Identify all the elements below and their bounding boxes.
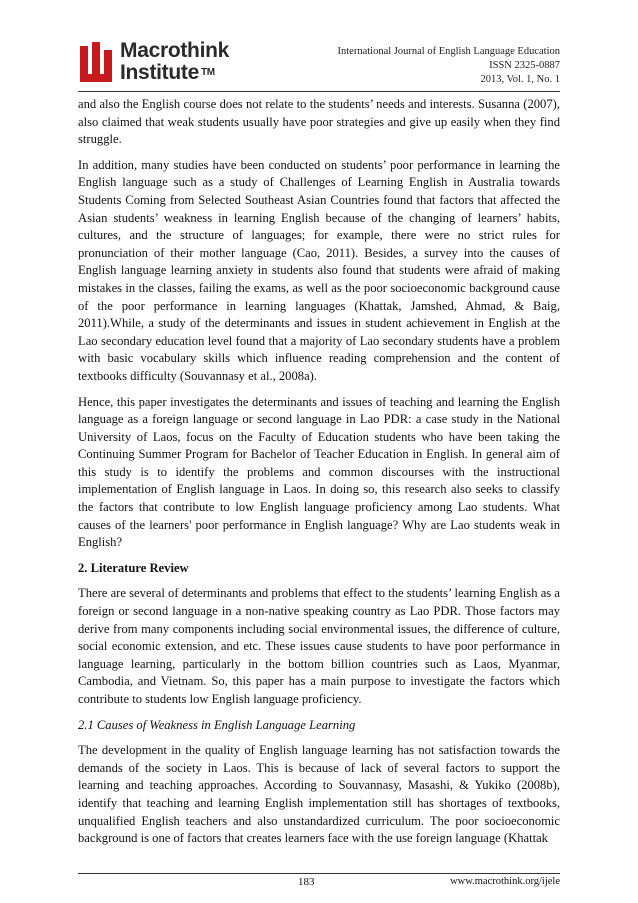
journal-issue: 2013, Vol. 1, No. 1: [480, 74, 560, 85]
logo-tm: TM: [200, 67, 215, 78]
article-body: [78, 96, 560, 856]
page-number: 183: [298, 876, 315, 888]
logo-line1: Macrothink: [120, 39, 230, 62]
section-heading-literature-review: 2. Literature Review: [78, 560, 189, 575]
journal-info: [338, 45, 560, 87]
paragraph-2: In addition, many studies have been conducted on students’ poor performance in learning the English language such as a study of Challenges of Learning English in Australia towards Students Coming from Selected Southeast Asian Countries found that factors that affected the Asian students’ weakness in learning English because of the changing of learners’ habits, cultures, and the structure of languages; for example, there were no strict rules for pronunciation of their mother language (Cao, 2011). Besides, a survey into the causes of English language learning anxiety in students also found that students were afraid of making mistakes in the classes, failing the exams, as well as the poor socioeconomic background cause of the poor performance in learning languages (Khattak, Jamshed, Ahmad, & Baig, 2011).While, a study of the determinants and issues in student achievement in English at the Lao secondary education level found that a majority of Lao secondary students have a problem with basic vocabulary skills which influence reading comprehension and the content of textbooks difficulty (Souvannasy et al., 2008a).: [78, 157, 560, 383]
journal-name: International Journal of English Language Education: [337, 46, 560, 57]
logo-text: [120, 40, 229, 84]
logo-line2: Institute: [120, 61, 199, 84]
logo-mark-icon: [80, 42, 116, 82]
subsection-heading-causes: 2.1 Causes of Weakness in English Language Learning: [78, 717, 356, 732]
footer-divider: [78, 873, 560, 874]
macrothink-logo: [80, 40, 260, 86]
paragraph-4: There are several of determinants and problems that effect to the students’ learning English as a foreign or second language in a non-native speaking country as Lao PDR. Those factors may derive from many components including social environmental issues, the difference of culture, social economic extension, and etc. These issues cause students to have poor performance in language learning, particularly in the bottom billion countries such as Laos, Myanmar, Cambodia, and Vietnam. So, this paper has a main purpose to investigate the factors which contribute to students low English language proficiency.: [78, 586, 560, 706]
header-divider: [78, 91, 560, 92]
paragraph-1: and also the English course does not relate to the students’ needs and interests. Susanna (2007), also claimed that weak students usually have poor strategies and give up easily when they find struggle.: [78, 97, 560, 147]
paragraph-5: The development in the quality of English language learning has not satisfaction towards the demands of the society in Laos. This is because of lack of several factors to support the learning and teaching approaches. According to Souvannasy, Masashi, & Yukiko (2008b), identify that teaching and learning English implementation still has shortages of textbooks, unqualified English teachers and also unstandardized curriculum. The poor socioeconomic background is one of factors that creates learners face with the use foreign language (Khattak: [78, 743, 560, 846]
paragraph-3: Hence, this paper investigates the determinants and issues of teaching and learning the English language as a foreign language or second language in Lao PDR: a case study in the National University of Laos, focus on the Faculty of Education students who have been taking the Continuing Summer Program for Bachelor of Teacher Education in English. In general aim of this study is to identify the problems and common discourses with the instructional implementation of English language in Laos. In doing so, this research also seeks to classify the factors that contribute to low English language proficiency among Lao students. What causes of the learners' poor performance in English language? Why are Lao students weak in English?: [78, 394, 560, 550]
journal-issn: ISSN 2325-0887: [489, 60, 560, 71]
footer-url[interactable]: www.macrothink.org/ijele: [450, 876, 560, 887]
